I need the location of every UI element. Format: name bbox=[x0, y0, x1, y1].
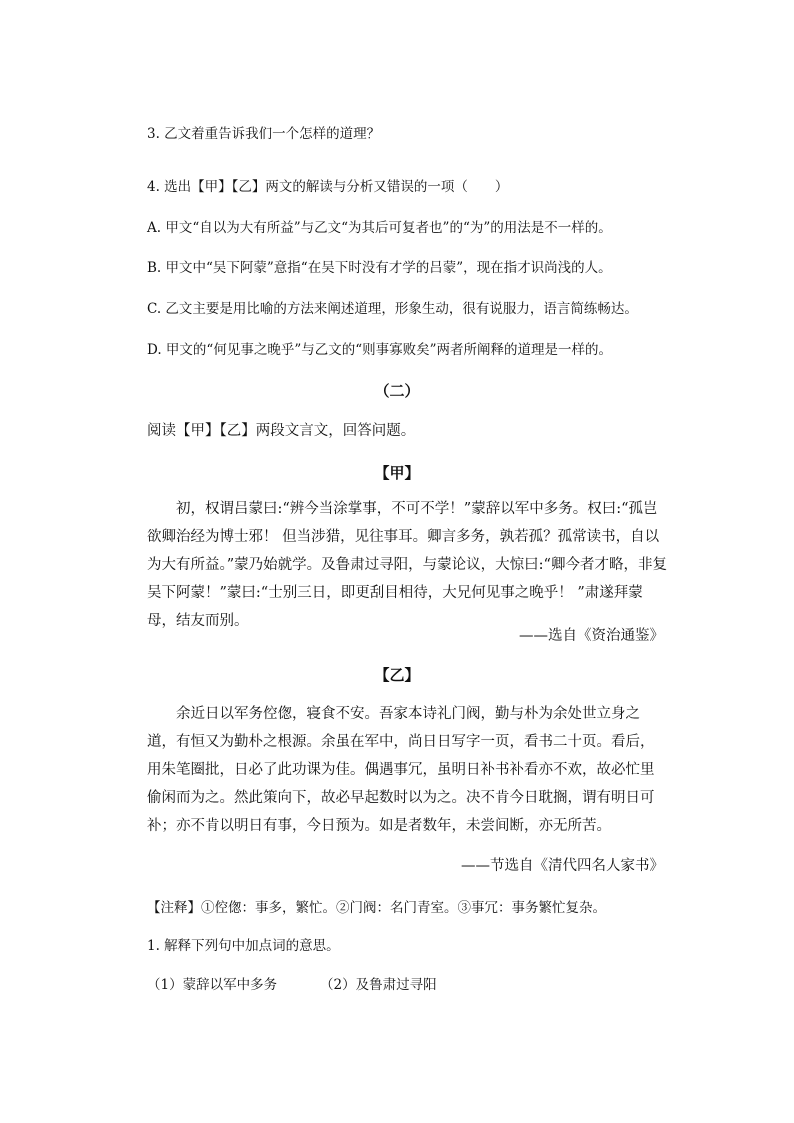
annotation-note: 【注释】①倥偬：事多，繁忙。②门阀：名门青室。③事冗：事务繁忙复杂。 bbox=[147, 900, 606, 916]
section-2-instruction: 阅读【甲】【乙】两段文言文，回答问题。 bbox=[147, 423, 416, 439]
question-1-item-1: （1）蒙辞以军中多务 bbox=[147, 977, 278, 993]
passage-jia-text: 初，权谓吕蒙曰:“辨今当涂掌事，不可不学！”蒙辞以军中多务。权曰:“孤岂欲卿治经为博士邪！ 但当涉猎，见往事耳。卿言多务，孰若孤？孤常读书，自以为大有所益。”蒙乃始就学。及鲁肃过寻阳，与蒙论议，大惊曰:“卿今者才略，非复吴下阿蒙！”蒙曰:“士别三日，即更刮目相待，大兄何见事之晚乎！ ”肃遂拜蒙母，结友而别。 bbox=[147, 501, 667, 629]
question-1-item-2: （2）及鲁肃过寻阳 bbox=[320, 977, 437, 993]
passage-jia-title: 【甲】 bbox=[374, 464, 420, 482]
question-4-option-b: B. 甲文中“吴下阿蒙”意指“在吴下时没有才学的吕蒙”，现在指才识尚浅的人。 bbox=[147, 260, 612, 276]
passage-yi-text: 余近日以军务倥偬，寝食不安。吾家本诗礼门阀，勤与朴为余处世立身之道，有恒又为勤朴之根源。余虽在军中，尚日日写字一页，看书二十页。看后，用朱笔圈批，日必了此功课为佳。偶遇事冗，虽明日补书补看亦不欢，故必忙里偷闲而为之。然此策向下，故必早起数时以为之。决不肯今日耽搁，谓有明日可补；亦不肯以明日有事，今日预为。如是者数年，未尝间断，亦无所苦。 bbox=[147, 706, 655, 834]
section-2-question-1: 1. 解释下列句中加点词的意思。 bbox=[147, 938, 340, 954]
question-3: 3. 乙文着重告诉我们一个怎样的道理？ bbox=[147, 126, 381, 142]
section-2-title: （二） bbox=[374, 382, 420, 400]
question-4-stem: 4. 选出【甲】【乙】两文的解读与分析又错误的一项（ ） bbox=[147, 179, 509, 195]
passage-yi-source: ——节选自《清代四名人家书》 bbox=[461, 858, 664, 874]
question-4-option-c: C. 乙文主要是用比喻的方法来阐述道理，形象生动，很有说服力，语言简练畅达。 bbox=[147, 301, 638, 317]
question-4-option-a: A. 甲文“自以为大有所益”与乙文“为其后可复者也”的“为”的用法是不一样的。 bbox=[147, 220, 612, 236]
question-4-option-d: D. 甲文的“何见事之晚乎”与乙文的“则事寡败矣”两者所阐释的道理是一样的。 bbox=[147, 342, 613, 358]
passage-yi-title: 【乙】 bbox=[374, 666, 420, 684]
passage-jia-source: ——选自《资治通鉴》 bbox=[519, 628, 664, 644]
